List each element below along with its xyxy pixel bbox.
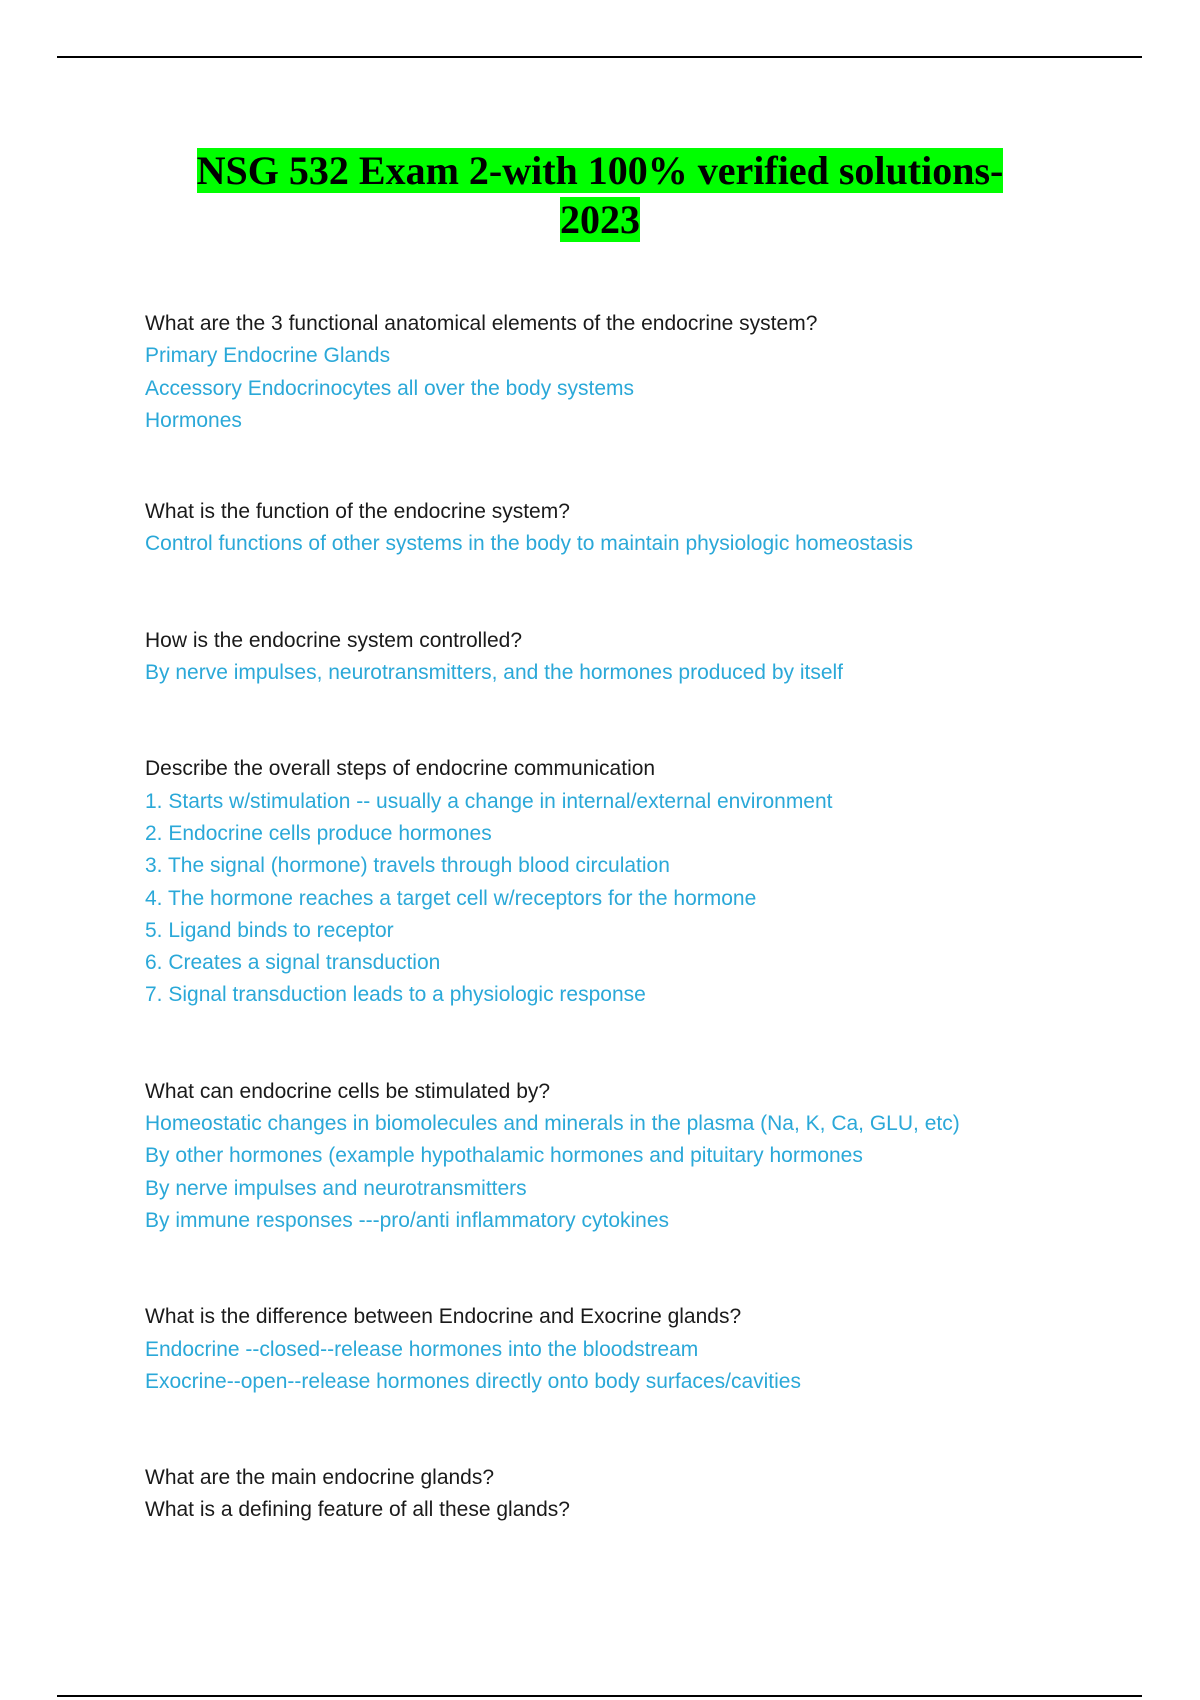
question: How is the endocrine system controlled? [145,628,523,652]
answer-line: Homeostatic changes in biomolecules and minerals in the plasma (Na, K, Ca, GLU, etc) [145,1112,960,1136]
question: What are the main endocrine glands? [145,1466,495,1490]
bottom-divider [57,1695,1142,1697]
qa-block [145,625,1145,690]
answer-line: 1. Starts w/stimulation -- usually a change in internal/external environment [145,789,833,813]
qa-block [145,753,1145,1011]
answer-line: By immune responses ---pro/anti inflammatory cytokines [145,1208,670,1232]
question: What can endocrine cells be stimulated by? [145,1079,551,1103]
qa-block [145,1076,1145,1237]
answer-line: Control functions of other systems in the body to maintain physiologic homeostasis [145,532,914,556]
answer-line: Accessory Endocrinocytes all over the body systems [145,376,635,400]
question: Describe the overall steps of endocrine communication [145,757,656,781]
question: What is the function of the endocrine system? [145,500,570,524]
answer-line: Exocrine--open--release hormones directly onto body surfaces/cavities [145,1369,801,1393]
answer-line: Hormones [145,408,242,432]
qa-content [145,308,1145,1527]
answer-line: 4. The hormone reaches a target cell w/receptors for the hormone [145,886,757,910]
answer-line: 5. Ligand binds to receptor [145,918,394,942]
question: What is a defining feature of all these glands? [145,1498,570,1522]
title-line-1: NSG 532 Exam 2-with 100% verified solutions- [196,148,1004,193]
question: What is the difference between Endocrine and Exocrine glands? [145,1305,742,1329]
answer-line: 6. Creates a signal transduction [145,951,441,975]
qa-block [145,1301,1145,1398]
qa-block [145,1462,1145,1527]
answer-line: 3. The signal (hormone) travels through blood circulation [145,854,670,878]
title-line-2: 2023 [560,197,640,242]
document-title [0,146,1200,244]
answer-line: 2. Endocrine cells produce hormones [145,821,492,845]
answer-line: 7. Signal transduction leads to a physiologic response [145,983,646,1007]
qa-block [145,308,1145,437]
answer-line: By nerve impulses, neurotransmitters, and the hormones produced by itself [145,661,844,685]
question: What are the 3 functional anatomical elements of the endocrine system? [145,312,818,335]
top-divider [57,56,1142,58]
answer-line: By other hormones (example hypothalamic hormones and pituitary hormones [145,1144,863,1168]
answer-line: Primary Endocrine Glands [145,344,391,368]
qa-block [145,496,1145,561]
answer-line: By nerve impulses and neurotransmitters [145,1176,527,1200]
answer-line: Endocrine --closed--release hormones into the bloodstream [145,1337,699,1361]
